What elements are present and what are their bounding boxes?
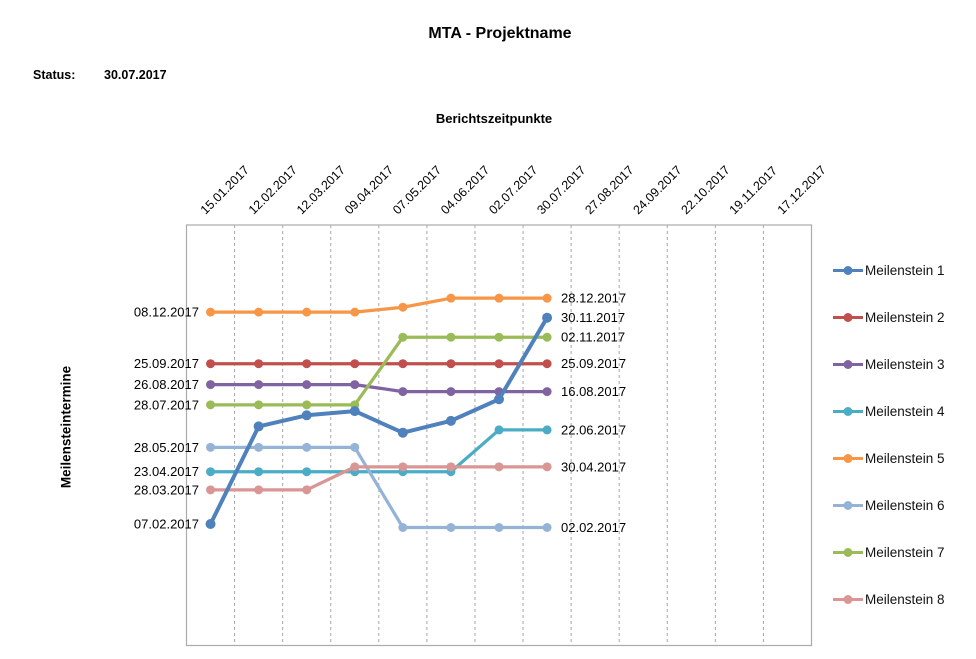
x-axis-label: 19.11.2017 <box>726 163 781 218</box>
start-date-label-meilenstein-2: 25.09.2017 <box>133 356 199 372</box>
data-point-meilenstein-8 <box>446 462 455 471</box>
data-point-meilenstein-6 <box>446 523 455 532</box>
data-point-meilenstein-2 <box>302 359 311 368</box>
start-date-label-meilenstein-6: 28.05.2017 <box>133 439 199 455</box>
data-point-meilenstein-4 <box>495 425 504 434</box>
data-point-meilenstein-4 <box>543 425 552 434</box>
plot-border <box>187 225 812 646</box>
x-axis-label: 15.01.2017 <box>197 162 252 218</box>
legend-marker-meilenstein-6 <box>833 500 863 511</box>
y-axis-title: Meilensteintermine <box>58 365 74 489</box>
data-point-meilenstein-1 <box>302 410 312 420</box>
data-point-meilenstein-2 <box>254 359 263 368</box>
legend-label-meilenstein-2: Meilenstein 2 <box>865 310 945 325</box>
legend-item-meilenstein-5[interactable] <box>833 435 945 482</box>
data-point-meilenstein-3 <box>206 380 215 389</box>
data-point-meilenstein-6 <box>543 523 552 532</box>
legend-label-meilenstein-3: Meilenstein 3 <box>865 357 945 372</box>
data-point-meilenstein-2 <box>206 359 215 368</box>
legend-marker-meilenstein-1 <box>833 265 863 276</box>
data-point-meilenstein-5 <box>543 294 552 303</box>
legend-marker-meilenstein-7 <box>833 547 863 558</box>
data-point-meilenstein-5 <box>398 303 407 312</box>
data-point-meilenstein-8 <box>206 485 215 494</box>
data-point-meilenstein-1 <box>254 421 264 431</box>
data-point-meilenstein-8 <box>254 485 263 494</box>
legend-label-meilenstein-8: Meilenstein 8 <box>865 592 945 607</box>
data-point-meilenstein-1 <box>350 406 360 416</box>
legend-item-meilenstein-1[interactable] <box>833 247 945 294</box>
data-point-meilenstein-1 <box>446 416 456 426</box>
start-date-label-meilenstein-4: 23.04.2017 <box>133 464 199 480</box>
start-date-label-meilenstein-8: 28.03.2017 <box>133 482 199 498</box>
end-date-label-meilenstein-3: 16.08.2017 <box>561 384 627 400</box>
x-axis-label: 27.08.2017 <box>582 162 637 218</box>
data-point-meilenstein-2 <box>495 359 504 368</box>
data-point-meilenstein-4 <box>206 467 215 476</box>
data-point-meilenstein-4 <box>254 467 263 476</box>
end-date-label-meilenstein-5: 28.12.2017 <box>561 290 627 306</box>
data-point-meilenstein-6 <box>206 443 215 452</box>
data-point-meilenstein-7 <box>446 333 455 342</box>
legend-marker-meilenstein-4 <box>833 406 863 417</box>
data-point-meilenstein-5 <box>254 308 263 317</box>
legend-label-meilenstein-1: Meilenstein 1 <box>865 263 945 278</box>
data-point-meilenstein-5 <box>350 308 359 317</box>
legend <box>833 247 945 623</box>
legend-item-meilenstein-8[interactable] <box>833 576 945 623</box>
x-axis-label: 02.07.2017 <box>486 162 541 218</box>
data-point-meilenstein-7 <box>302 400 311 409</box>
end-date-label-meilenstein-7: 02.11.2017 <box>561 329 626 345</box>
data-point-meilenstein-8 <box>350 462 359 471</box>
legend-item-meilenstein-4[interactable] <box>833 388 945 435</box>
data-point-meilenstein-6 <box>254 443 263 452</box>
end-date-label-meilenstein-8: 30.04.2017 <box>561 459 627 475</box>
data-point-meilenstein-7 <box>495 333 504 342</box>
chart-title: MTA - Projektname <box>428 25 572 42</box>
data-point-meilenstein-5 <box>206 308 215 317</box>
data-point-meilenstein-5 <box>446 294 455 303</box>
data-point-meilenstein-8 <box>543 462 552 471</box>
data-point-meilenstein-8 <box>495 462 504 471</box>
x-axis-title: Berichtszeitpunkte <box>435 111 553 126</box>
data-point-meilenstein-7 <box>254 400 263 409</box>
start-date-label-meilenstein-7: 28.07.2017 <box>133 397 199 413</box>
start-date-label-meilenstein-1: 07.02.2017 <box>133 516 199 532</box>
data-point-meilenstein-3 <box>302 380 311 389</box>
legend-marker-meilenstein-3 <box>833 359 863 370</box>
x-axis-label: 24.09.2017 <box>630 162 685 218</box>
x-axis-label: 07.05.2017 <box>390 162 445 218</box>
data-point-meilenstein-3 <box>254 380 263 389</box>
data-point-meilenstein-6 <box>302 443 311 452</box>
end-date-label-meilenstein-2: 25.09.2017 <box>561 356 627 372</box>
data-point-meilenstein-1 <box>398 428 408 438</box>
data-point-meilenstein-1 <box>206 519 216 529</box>
legend-label-meilenstein-4: Meilenstein 4 <box>865 404 945 419</box>
legend-label-meilenstein-6: Meilenstein 6 <box>865 498 945 513</box>
data-point-meilenstein-5 <box>495 294 504 303</box>
start-date-label-meilenstein-5: 08.12.2017 <box>133 304 199 320</box>
legend-marker-meilenstein-2 <box>833 312 863 323</box>
data-point-meilenstein-3 <box>446 387 455 396</box>
x-axis-label: 09.04.2017 <box>341 162 397 218</box>
start-date-label-meilenstein-3: 26.08.2017 <box>133 377 199 393</box>
status-label: Status: <box>33 68 76 82</box>
data-point-meilenstein-4 <box>302 467 311 476</box>
data-point-meilenstein-2 <box>543 359 552 368</box>
data-point-meilenstein-7 <box>206 400 215 409</box>
data-point-meilenstein-3 <box>398 387 407 396</box>
end-date-label-meilenstein-1: 30.11.2017 <box>561 310 626 326</box>
data-point-meilenstein-6 <box>398 523 407 532</box>
data-point-meilenstein-1 <box>494 394 504 404</box>
data-point-meilenstein-3 <box>543 387 552 396</box>
data-point-meilenstein-8 <box>302 485 311 494</box>
data-point-meilenstein-6 <box>350 443 359 452</box>
legend-item-meilenstein-3[interactable] <box>833 341 945 388</box>
legend-item-meilenstein-6[interactable] <box>833 482 945 529</box>
data-point-meilenstein-8 <box>398 462 407 471</box>
data-point-meilenstein-2 <box>398 359 407 368</box>
x-axis-label: 17.12.2017 <box>774 162 829 218</box>
status-value: 30.07.2017 <box>104 68 167 82</box>
x-axis-label: 12.03.2017 <box>293 162 349 218</box>
legend-item-meilenstein-7[interactable] <box>833 529 945 576</box>
end-date-label-meilenstein-4: 22.06.2017 <box>561 422 627 438</box>
data-point-meilenstein-7 <box>398 333 407 342</box>
data-point-meilenstein-6 <box>495 523 504 532</box>
x-axis-label: 22.10.2017 <box>678 162 733 218</box>
end-date-label-meilenstein-6: 02.02.2017 <box>561 519 627 535</box>
x-axis-label: 30.07.2017 <box>534 162 589 218</box>
legend-label-meilenstein-5: Meilenstein 5 <box>865 451 945 466</box>
data-point-meilenstein-2 <box>446 359 455 368</box>
legend-marker-meilenstein-5 <box>833 453 863 464</box>
data-point-meilenstein-5 <box>302 308 311 317</box>
legend-item-meilenstein-2[interactable] <box>833 294 945 341</box>
data-point-meilenstein-7 <box>543 333 552 342</box>
legend-marker-meilenstein-8 <box>833 594 863 605</box>
data-point-meilenstein-3 <box>350 380 359 389</box>
x-axis-label: 12.02.2017 <box>245 162 300 218</box>
data-point-meilenstein-2 <box>350 359 359 368</box>
data-point-meilenstein-1 <box>542 313 552 323</box>
x-axis-label: 04.06.2017 <box>438 162 493 218</box>
legend-label-meilenstein-7: Meilenstein 7 <box>865 545 945 560</box>
